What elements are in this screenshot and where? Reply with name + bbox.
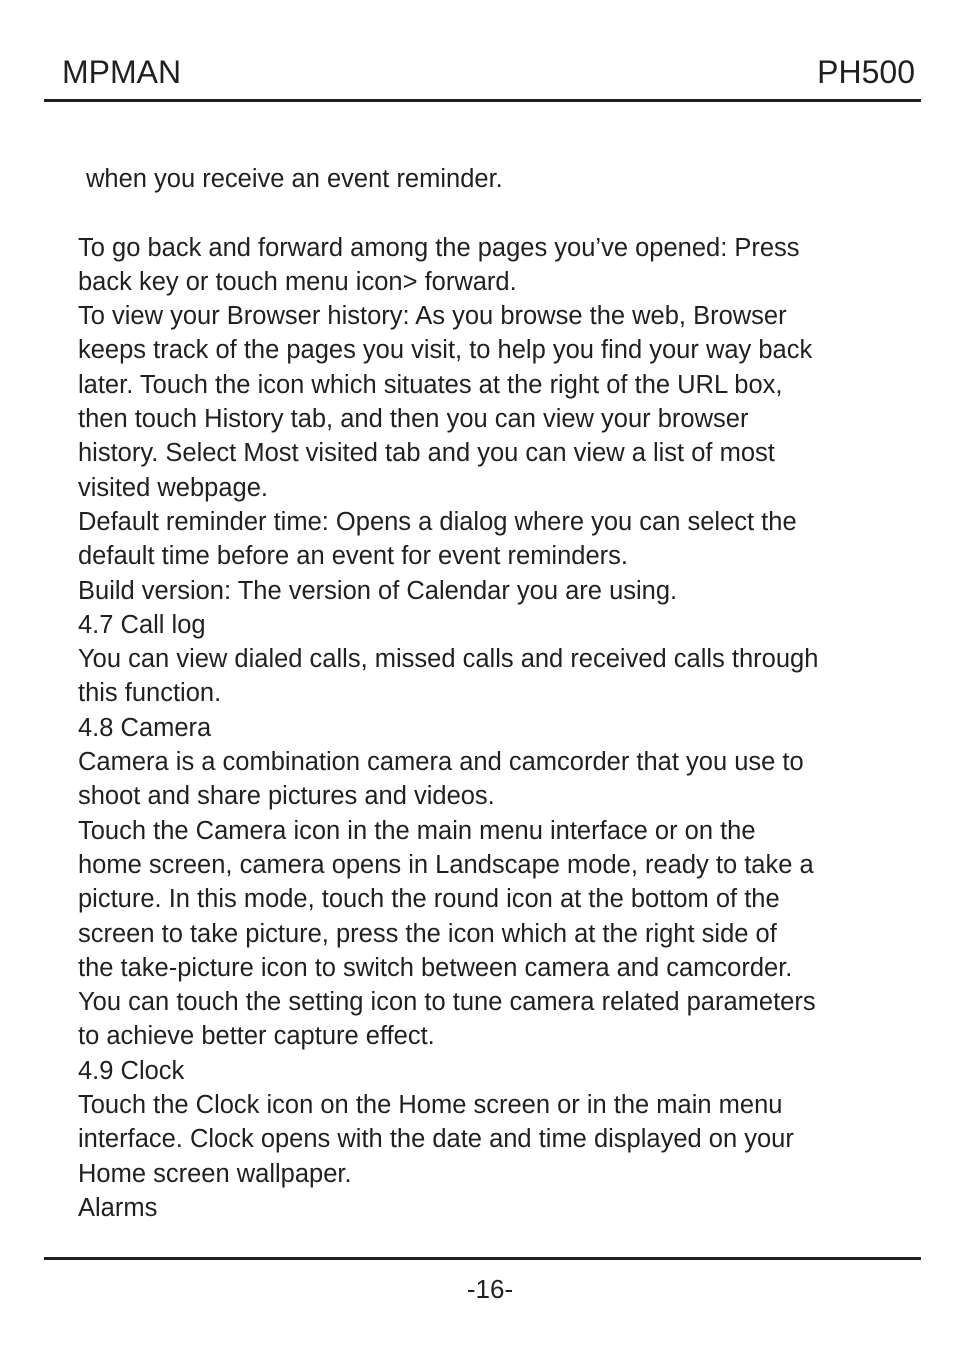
header-divider — [44, 99, 921, 102]
text-line: Touch the Camera icon in the main menu interface or on the — [78, 816, 756, 845]
text-line: later. Touch the icon which situates at the right of the URL box, — [78, 370, 783, 399]
text-line: to achieve better capture effect. — [78, 1022, 435, 1051]
text-line: To view your Browser history: As you browse the web, Browser — [78, 302, 787, 331]
brand-name: MPMAN — [62, 54, 182, 90]
text-line: back key or touch menu icon> forward. — [78, 267, 517, 296]
paragraph-gap — [78, 196, 898, 230]
text-line: Build version: The version of Calendar you are using. — [78, 576, 678, 605]
text-line: when you receive an event reminder. — [86, 165, 503, 193]
text-line: keeps track of the pages you visit, to help you find your way back — [78, 336, 813, 365]
text-line: picture. In this mode, touch the round icon at the bottom of the — [78, 885, 780, 914]
text-line: You can touch the setting icon to tune camera related parameters — [78, 988, 816, 1017]
footer-divider — [44, 1257, 921, 1260]
text-line: You can view dialed calls, missed calls and received calls through — [78, 645, 819, 674]
section-heading-call-log: 4.7 Call log — [78, 610, 206, 639]
text-line: then touch History tab, and then you can view your browser — [78, 405, 749, 434]
text-line: Camera is a combination camera and camcorder that you use to — [78, 748, 804, 777]
text-line: this function. — [78, 679, 222, 708]
text-line: default time before an event for event reminders. — [78, 542, 628, 571]
page-header — [44, 0, 921, 102]
text-line: history. Select Most visited tab and you can view a list of most — [78, 439, 775, 468]
text-line: interface. Clock opens with the date and time displayed on your — [78, 1125, 794, 1154]
text-line: Default reminder time: Opens a dialog where you can select the — [78, 507, 797, 536]
text-line: the take-picture icon to switch between camera and camcorder. — [78, 953, 793, 982]
text-line: screen to take picture, press the icon which at the right side of — [78, 919, 777, 948]
model-name: PH500 — [817, 54, 915, 90]
text-line: Home screen wallpaper. — [78, 1159, 352, 1188]
section-heading-camera: 4.8 Camera — [78, 713, 212, 742]
text-line: visited webpage. — [78, 473, 268, 502]
body-text — [78, 162, 898, 1225]
subsection-heading-alarms: Alarms — [78, 1193, 158, 1222]
text-line: To go back and forward among the pages you’ve opened: Press — [78, 233, 800, 262]
page-number: -16- — [466, 1274, 514, 1304]
section-heading-clock: 4.9 Clock — [78, 1056, 185, 1085]
text-line: home screen, camera opens in Landscape mode, ready to take a — [78, 850, 814, 879]
text-line: shoot and share pictures and videos. — [78, 782, 495, 811]
text-line: Touch the Clock icon on the Home screen or in the main menu — [78, 1091, 783, 1120]
